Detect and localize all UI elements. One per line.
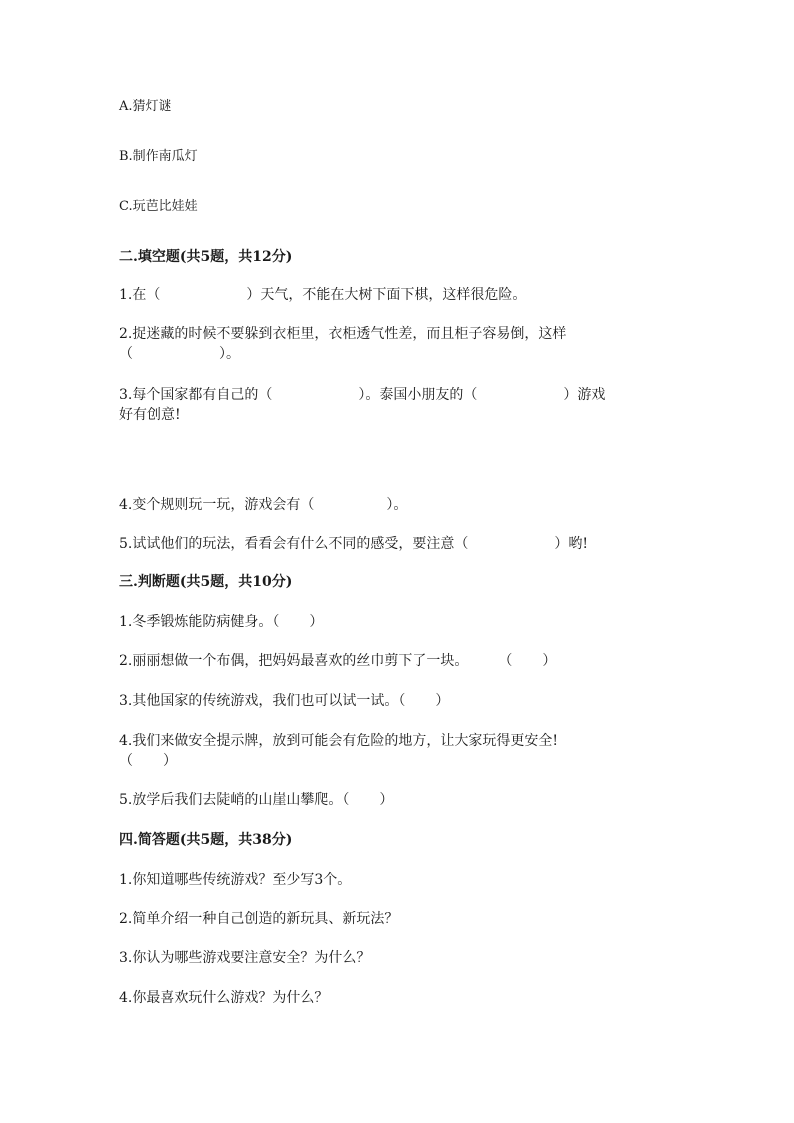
short-question-3: 3.你认为哪些游戏要注意安全？为什么？ xyxy=(119,950,371,966)
judge-q2-open: （ xyxy=(498,653,513,669)
judge-q3-close: ） xyxy=(435,693,450,709)
judge-q5-text: 5.放学后我们去陡峭的山崖山攀爬。（ xyxy=(119,792,350,808)
short-question-1: 1.你知道哪些传统游戏？至少写3个。 xyxy=(119,872,352,888)
judge-question-4-line2 xyxy=(119,751,177,771)
judge-q3-text: 3.其他国家的传统游戏，我们也可以试一试。（ xyxy=(119,693,406,709)
judge-question-2 xyxy=(119,651,556,671)
section-heading-true-false: 三.判断题(共5题，共10分) xyxy=(119,574,293,590)
judge-q4-open: （ xyxy=(119,753,133,769)
fill-q4-suffix: ）。 xyxy=(386,497,408,513)
judge-q1-close: ） xyxy=(309,614,324,630)
judge-question-5 xyxy=(119,790,393,810)
fill-question-1 xyxy=(119,285,526,305)
fill-q2-close: ）。 xyxy=(219,346,240,362)
short-question-4: 4.你最喜欢玩什么游戏？为什么？ xyxy=(119,990,329,1006)
fill-question-5 xyxy=(119,534,588,554)
option-c: C.玩芭比娃娃 xyxy=(119,199,198,214)
fill-question-3-line2: 好有创意! xyxy=(119,407,181,423)
fill-question-4 xyxy=(119,495,407,515)
section-heading-fill-in: 二.填空题(共5题，共12分) xyxy=(119,249,293,265)
judge-question-3 xyxy=(119,691,449,711)
judge-question-4-line1: 4.我们来做安全提示牌，放到可能会有危险的地方，让大家玩得更安全! xyxy=(119,733,558,749)
judge-q2-close: ） xyxy=(542,653,557,669)
judge-q5-close: ） xyxy=(379,792,394,808)
fill-q5-suffix: ）哟! xyxy=(554,536,588,552)
fill-q3-prefix: 3.每个国家都有自己的（ xyxy=(119,387,273,403)
fill-q2-open: （ xyxy=(119,346,133,362)
option-b: B.制作南瓜灯 xyxy=(119,149,198,164)
judge-question-1 xyxy=(119,612,323,632)
judge-q1-text: 1.冬季锻炼能防病健身。（ xyxy=(119,614,280,630)
fill-q4-prefix: 4.变个规则玩一玩，游戏会有（ xyxy=(119,497,315,513)
judge-q2-text: 2.丽丽想做一个布偶，把妈妈最喜欢的丝巾剪下了一块。 xyxy=(119,653,469,669)
fill-q1-prefix: 1.在（ xyxy=(119,287,161,303)
option-a: A.猜灯谜 xyxy=(119,99,172,114)
section-heading-short-answer: 四.简答题(共5题，共38分) xyxy=(119,832,293,848)
fill-question-2-line1: 2.捉迷藏的时候不要躲到衣柜里，衣柜透气性差，而且柜子容易倒，这样 xyxy=(119,326,567,342)
fill-q3-middle: ）。泰国小朋友的（ xyxy=(358,387,478,403)
short-question-2: 2.简单介绍一种自己创造的新玩具、新玩法？ xyxy=(119,911,399,927)
fill-question-2-line2 xyxy=(119,344,240,364)
fill-q3-suffix: ）游戏 xyxy=(563,387,606,403)
fill-q5-prefix: 5.试试他们的玩法，看看会有什么不同的感受，要注意（ xyxy=(119,536,469,552)
fill-question-3-line1 xyxy=(119,385,605,405)
fill-q1-suffix: ）天气，不能在大树下面下棋，这样很危险。 xyxy=(246,287,527,303)
judge-q4-close: ） xyxy=(163,753,177,769)
